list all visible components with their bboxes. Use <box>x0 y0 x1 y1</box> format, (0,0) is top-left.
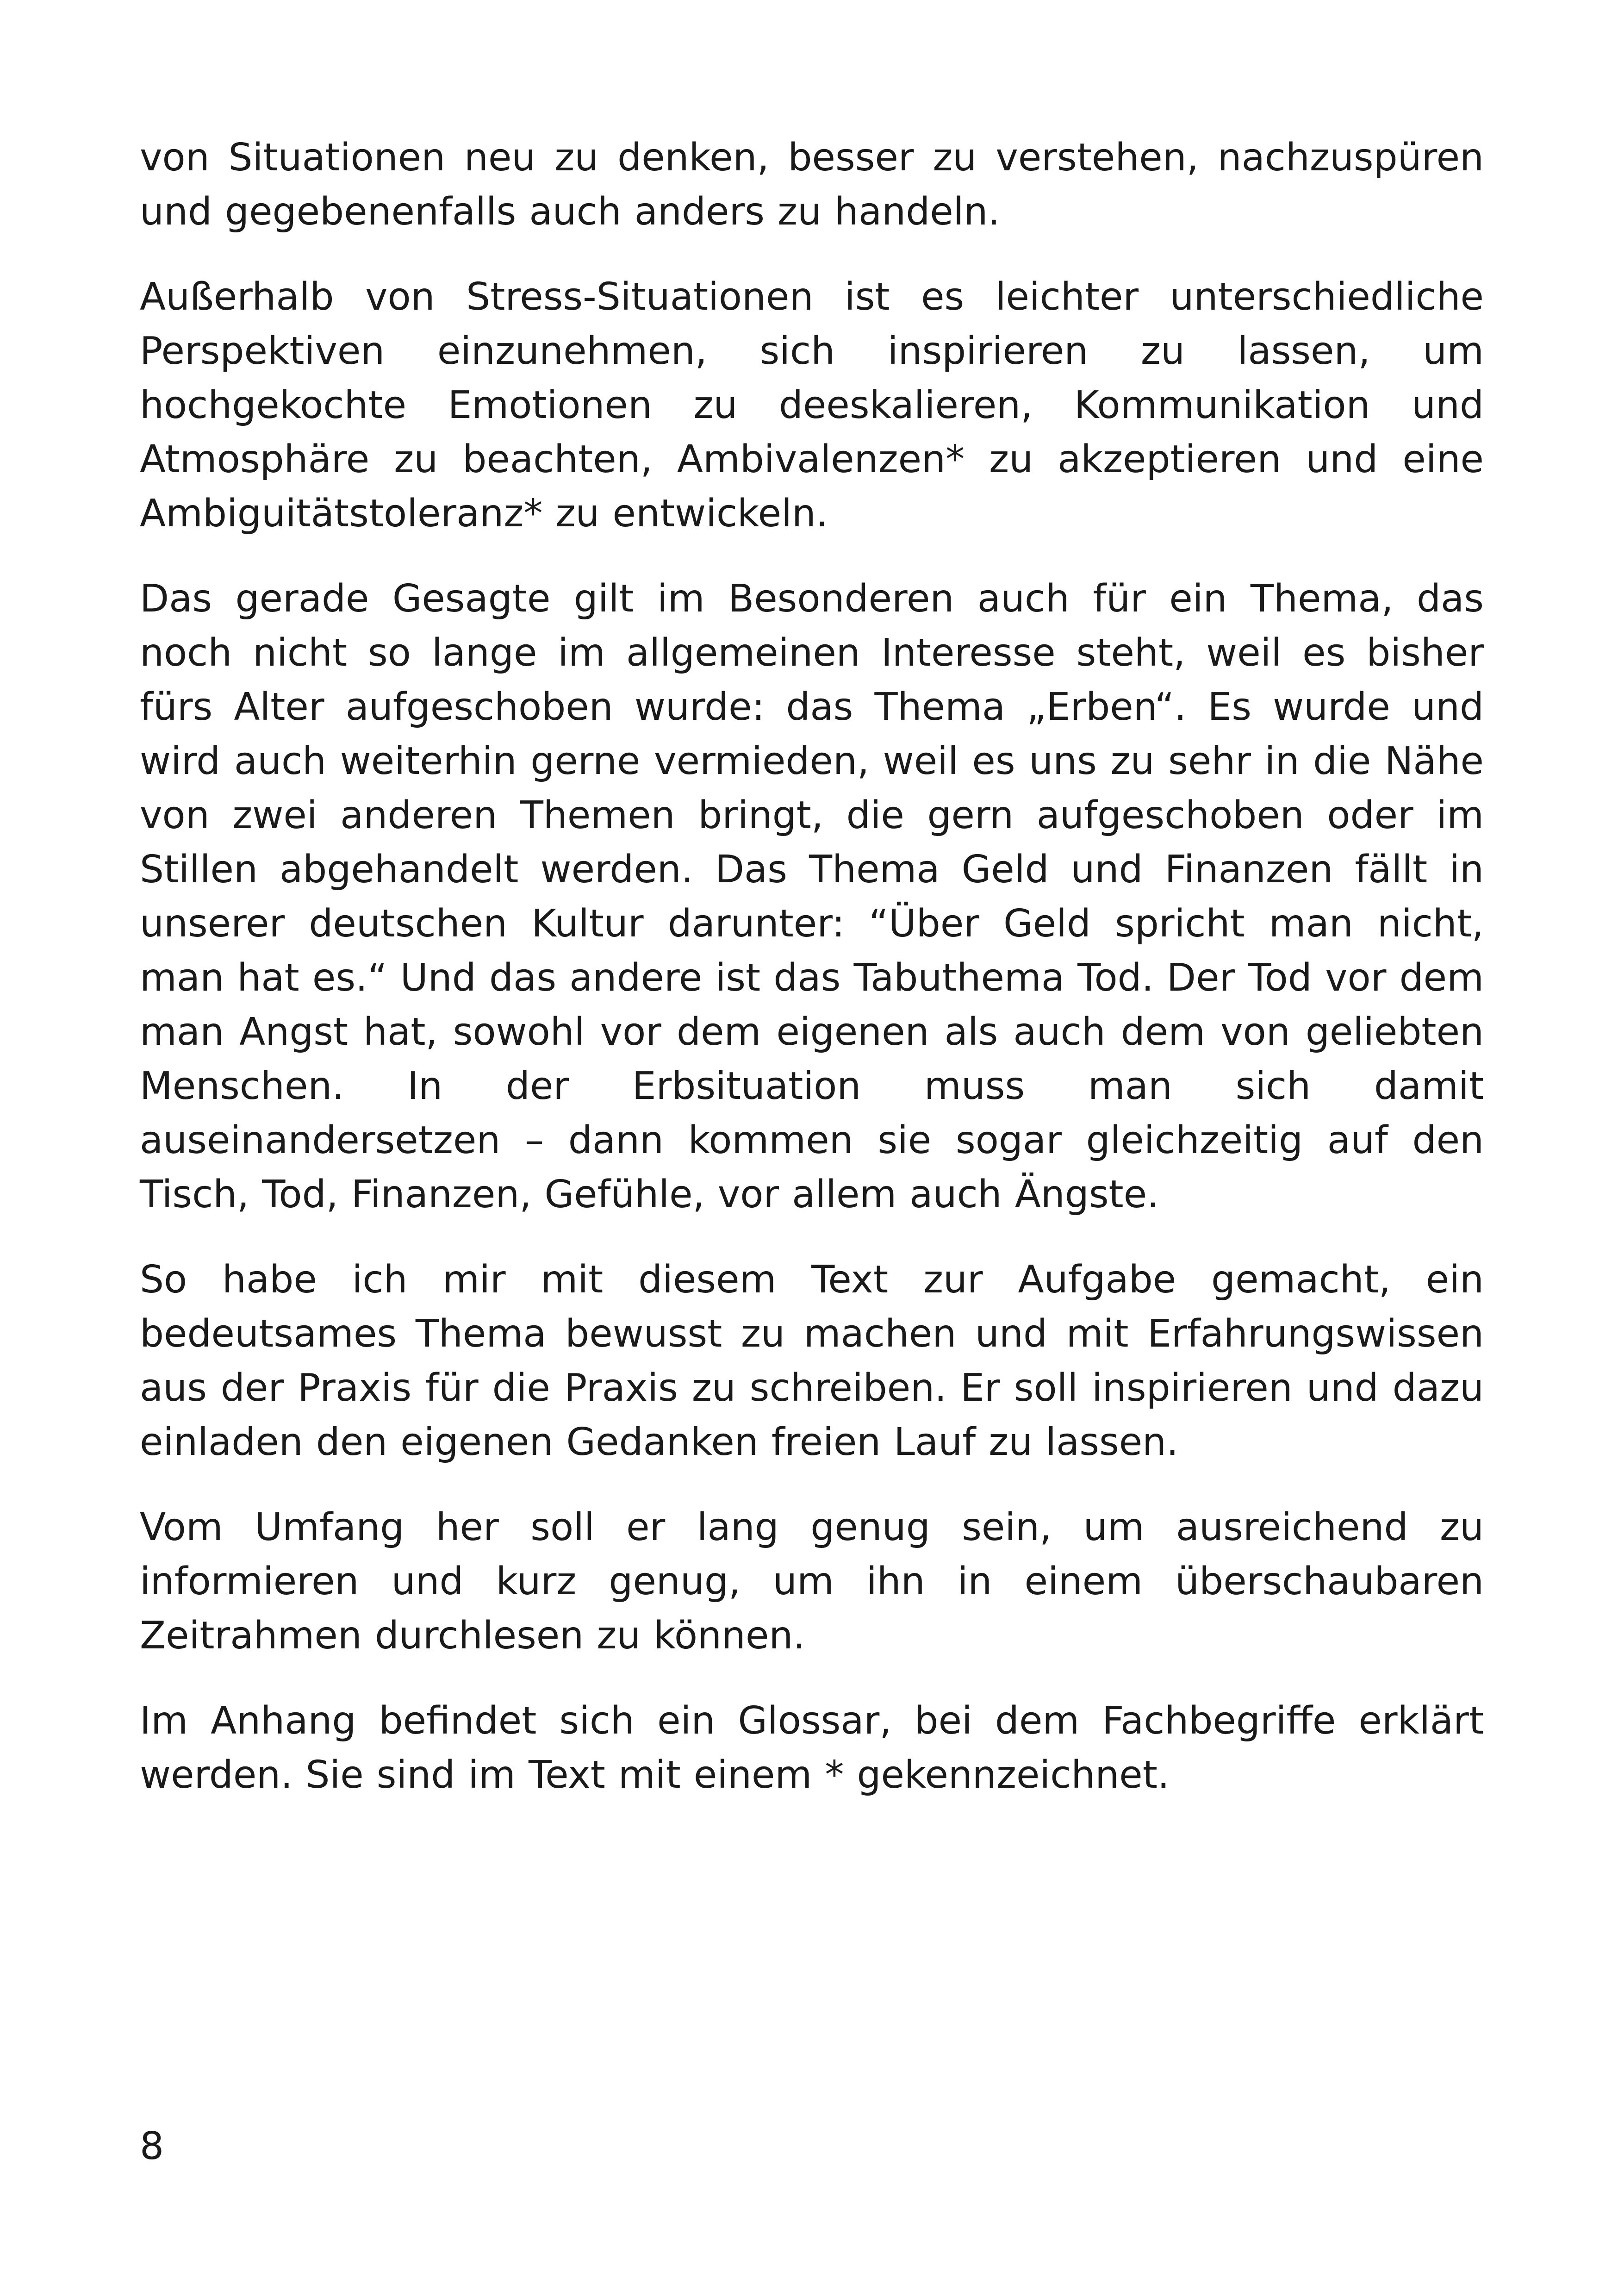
paragraph: So habe ich mir mit diesem Text zur Aufgabe gemacht, ein bedeutsames Thema bewusst zu machen und mit Erfahrungswissen aus der Praxis für die Praxis zu schreiben. Er soll inspirieren und dazu einladen den eigenen Gedanken freien Lauf zu lassen. <box>140 1258 1484 1464</box>
paragraph: Im Anhang befindet sich ein Glossar, bei dem Fachbegriffe erklärt werden. Sie sind im Text mit einem * gekennzeichnet. <box>140 1699 1484 1797</box>
paragraph: von Situationen neu zu denken, besser zu verstehen, nachzuspüren und gegebenenfalls auch anders zu handeln. <box>140 136 1484 234</box>
paragraph: Das gerade Gesagte gilt im Besonderen auch für ein Thema, das noch nicht so lange im allgemeinen Interesse steht, weil es bisher fürs Alter aufgeschoben wurde: das Thema „Erben“. Es wurde und wird auch weiterhin gerne vermieden, weil es uns zu sehr in die Nähe von zwei anderen Themen bringt, die gern aufgeschoben oder im Stillen abgehandelt werden. Das Thema Geld und Finanzen fällt in unserer deutschen Kultur darunter: “Über Geld spricht man nicht, man hat es.“ Und das andere ist das Tabuthema Tod. Der Tod vor dem man Angst hat, sowohl vor dem eigenen als auch dem von geliebten Menschen. In der Erbsituation muss man sich damit auseinandersetzen – dann kommen sie sogar gleichzeitig auf den Tisch, Tod, Finanzen, Gefühle, vor allem auch Ängste. <box>140 577 1484 1217</box>
page-number: 8 <box>140 2124 164 2168</box>
body-text <box>140 131 1484 1802</box>
paragraph: Außerhalb von Stress-Situationen ist es leichter unterschiedliche Perspektiven einzunehmen, sich inspirieren zu lassen, um hochgekochte Emotionen zu deeskalieren, Kommunikation und Atmosphäre zu beachten, Ambivalenzen* zu akzeptieren und eine Ambiguitätstoleranz* zu entwickeln. <box>140 275 1484 536</box>
paragraph: Vom Umfang her soll er lang genug sein, um ausreichend zu informieren und kurz genug, um ihn in einem überschaubaren Zeitrahmen durchlesen zu können. <box>140 1505 1484 1658</box>
